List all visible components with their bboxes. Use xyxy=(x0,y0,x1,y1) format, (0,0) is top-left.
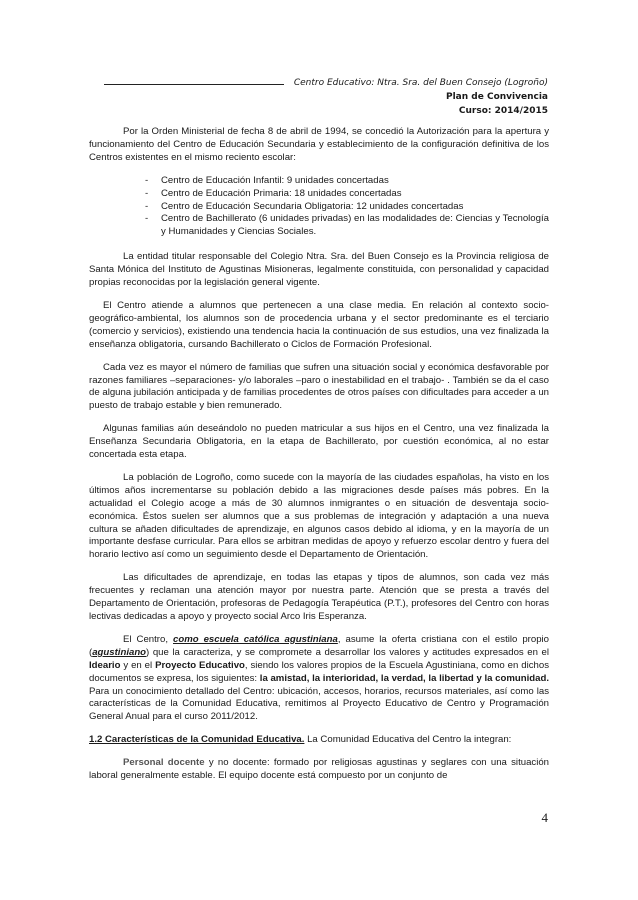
text-run: y no docente: formado por religiosas agustinas y seglares con una situación laboral generalmente estable. El equipo docente está compuesto por un conjunto de xyxy=(89,757,550,782)
list-item: - Centro de Educación Primaria: 18 unidades concertadas xyxy=(89,188,549,201)
paragraph-order: Por la Orden Ministerial de fecha 8 de abril de 1994, se concedió la Autorización para la apertura y funcionamiento del Centro de Educación Secundaria y establecimiento de la configuración definitiva de los Centros existentes en el mismo reciento escolar: xyxy=(89,126,549,163)
header-plan: Plan de Convivencia xyxy=(446,92,548,102)
header-school: Centro Educativo: Ntra. Sra. del Buen Consejo (Logroño) xyxy=(293,78,548,88)
paragraph-bachillerato: Algunas familias aún deseándolo no pueden matricular a sus hijos en el Centro, una vez finalizada la Enseñanza Secundaria Obligatoria, en la etapa de Bachillerato, por cuestión económica, al no estar concertada esta etapa. xyxy=(89,423,549,461)
section-heading xyxy=(89,734,549,747)
text-run: y en el xyxy=(120,659,156,671)
paragraph-poblacion: La población de Logroño, como sucede con la mayoría de las ciudades españolas, ha visto en los últimos años incrementarse su población debido a las migraciones desde países más pobres. En la actualidad el Colegio acoge a más de 30 alumnos inmigrantes o en situación de desventaja socio-económica. Éstos suelen ser alumnos que a sus problemas de integración y adaptación a una nueva cultura se añaden dificultades de aprendizaje, en algunos casos debido al idioma, y en la mayoría de un importante desfase curricular. Para ellos se arbitran medidas de apoyo y refuerzo escolar dentro y fuera del horario lectivo así como un seguimiento desde el Departamento de Orientación. xyxy=(89,471,549,561)
text-run: La Comunidad Educativa del Centro la integran: xyxy=(304,734,512,746)
label-personal-docente: Personal docente xyxy=(123,757,205,769)
text-run: , siendo los valores propios de la Escuela Agustiniana, como en dichos documentos se expresa, los siguientes: xyxy=(89,659,549,684)
section-title: 1.2 Características de la Comunidad Educativa. xyxy=(89,734,305,746)
paragraph-familias: Cada vez es mayor el número de familias que sufren una situación social y económica desfavorable por razones familiares –separaciones- y/o laborales –paro o inestabilidad en el trabajo- . También se da el caso de alguna jubilación anticipada y de familias procedentes de otros países con dificultades para acceder a un puesto de trabajo estable y bien remunerado. xyxy=(89,361,549,412)
paragraph-personal xyxy=(89,757,549,783)
emphasis-proyecto: Proyecto Educativo xyxy=(155,659,245,671)
text-run: ) que la caracteriza, y se compromete a desarrollar los valores y actitudes expresados en el xyxy=(146,646,549,658)
paragraph-escuela-catolica xyxy=(89,634,549,724)
paragraph-dificultades: Las dificultades de aprendizaje, en todas las etapas y tipos de alumnos, son cada vez más frecuentes y reclaman una atención mayor por nuestra parte. Atención que se presta a través del Departamento de Orientación, profesoras de Pedagogía Terapéutica (P.T.), profesores del Centro con horas lectivas dedicadas a apoyo y proyecto social Arco Iris Esperanza. xyxy=(89,572,549,622)
text-run: Para un conocimiento detallado del Centro: ubicación, accesos, horarios, recursos materiales, así como las características de la Comunidad Educativa, remitimos al Proyecto Educativo de Centro y Programación General Anual para el curso 2011/2012. xyxy=(89,685,549,723)
header-rule xyxy=(104,84,284,85)
list-item: - Centro de Educación Secundaria Obligatoria: 12 unidades concertadas xyxy=(89,201,549,214)
emphasis-escuela: como escuela católica agustiniana xyxy=(173,633,338,645)
page-header xyxy=(294,76,548,118)
centers-list xyxy=(89,175,549,240)
text-run: El Centro, xyxy=(123,633,173,645)
emphasis-valores: la amistad, la interioridad, la verdad, la libertad y la comunidad. xyxy=(259,672,549,684)
paragraph-contexto: El Centro atiende a alumnos que pertenecen a una clase media. En relación al contexto socio-geográfico-ambiental, los alumnos son de procedencia urbana y el sector predominante es el terciario (comercio y servicios), existiendo una tendencia hacia la continuación de sus estudios, una vez finalizada la enseñanza obligatoria, cursando Bachillerato o Ciclos de Formación Profesional. xyxy=(89,299,549,350)
page-number: 4 xyxy=(541,810,548,825)
list-item: - Centro de Bachillerato (6 unidades privadas) en las modalidades de: Ciencias y Tecnología y Humanidades y Ciencias Sociales. xyxy=(89,213,549,239)
emphasis-ideario: Ideario xyxy=(89,659,121,671)
header-course: Curso: 2014/2015 xyxy=(458,106,548,116)
document-body xyxy=(89,126,549,793)
paragraph-titular: La entidad titular responsable del Colegio Ntra. Sra. del Buen Consejo es la Provincia religiosa de Santa Mónica del Instituto de Agustinas Misioneras, legalmente constituida, con personalidad y capacidad propias reconocidas por la legislación general vigente. xyxy=(89,251,549,289)
emphasis-agustiniano: agustiniano xyxy=(92,646,147,658)
text-run: , asume la oferta cristiana con el estilo propio ( xyxy=(89,633,549,658)
list-item: - Centro de Educación Infantil: 9 unidades concertadas xyxy=(89,175,549,188)
